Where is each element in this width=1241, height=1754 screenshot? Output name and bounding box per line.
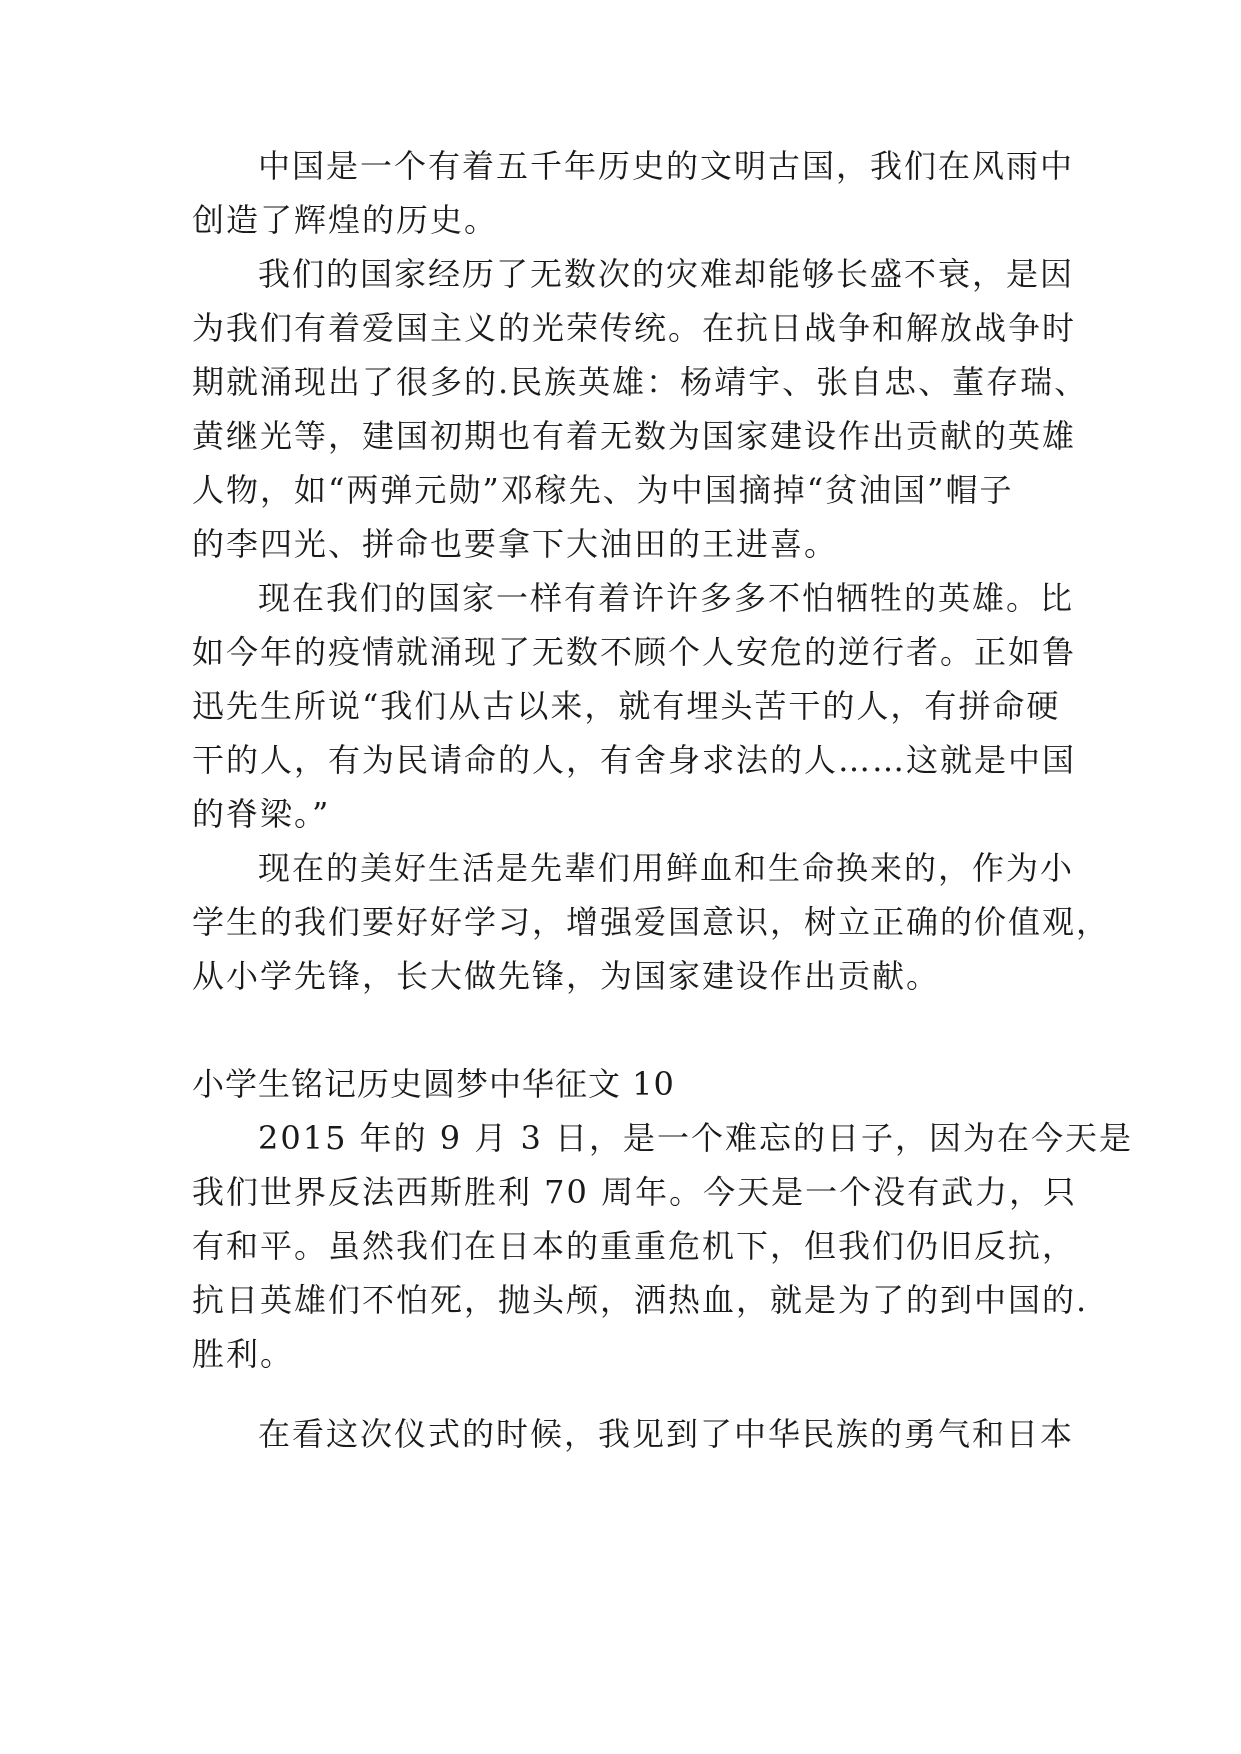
text-line: 如今年的疫情就涌现了无数不顾个人安危的逆行者。正如鲁 [192,633,1077,671]
text-line: 的脊梁。” [192,795,331,833]
text-line: 中国是一个有着五千年历史的文明古国，我们在风雨中 [258,147,1075,185]
section-heading: 小学生铭记历史圆梦中华征文 10 [192,1065,675,1103]
text-line: 胜利。 [192,1335,295,1373]
text-line: 抗日英雄们不怕死，抛头颅，洒热血，就是为了的到中国的. [192,1281,1089,1319]
text-line: 干的人，有为民请命的人，有舍身求法的人……这就是中国 [192,741,1077,779]
text-line: 期就涌现出了很多的.民族英雄：杨靖宇、张自忠、董存瑞、 [192,363,1089,401]
text-line: 创造了辉煌的历史。 [192,201,499,239]
text-line: 我们的国家经历了无数次的灾难却能够长盛不衰，是因 [258,255,1075,293]
text-line: 迅先生所说“我们从古以来，就有埋头苦干的人，有拼命硬 [192,687,1061,725]
text-line: 人物，如“两弹元勋”邓稼先、为中国摘掉“贫油国”帽子 [192,471,1014,509]
text-line: 我们世界反法西斯胜利 70 周年。今天是一个没有武力，只 [192,1173,1078,1211]
text-line: 为我们有着爱国主义的光荣传统。在抗日战争和解放战争时 [192,309,1077,347]
text-line: 黄继光等，建国初期也有着无数为国家建设作出贡献的英雄 [192,417,1077,455]
text-line: 2015 年的 9 月 3 日，是一个难忘的日子，因为在今天是 [258,1119,1134,1157]
text-line: 在看这次仪式的时候，我见到了中华民族的勇气和日本 [258,1415,1075,1453]
text-line: 从小学先锋，长大做先锋，为国家建设作出贡献。 [192,957,941,995]
text-line: 有和平。虽然我们在日本的重重危机下，但我们仍旧反抗， [192,1227,1077,1265]
text-line: 的李四光、拼命也要拿下大油田的王进喜。 [192,525,839,563]
text-line: 现在我们的国家一样有着许许多多不怕牺牲的英雄。比 [258,579,1075,617]
text-line: 学生的我们要好好学习，增强爱国意识，树立正确的价值观， [192,903,1111,941]
text-line: 现在的美好生活是先辈们用鲜血和生命换来的，作为小 [258,849,1075,887]
